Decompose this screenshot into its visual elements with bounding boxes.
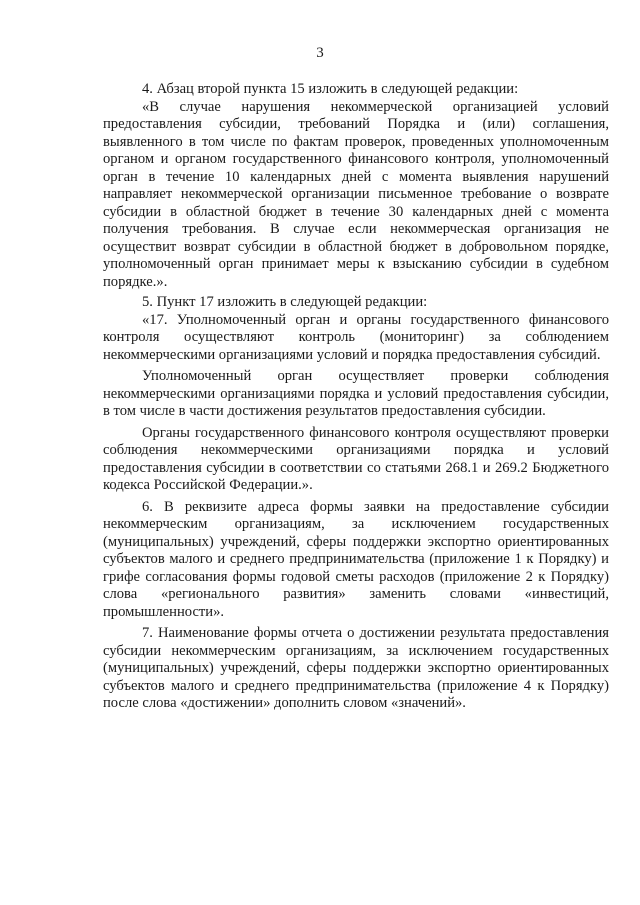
paragraph-item-7: 7. Наименование формы отчета о достижении результата предоставления субсидии некоммерческим организациям, за исключением государственных (муниципальных) учреждений, сферы поддержки экспортно ориентированных субъектов малого и среднего предпринимательства (приложение 4 к Порядку) после слова «достижении» дополнить словом «значений». [103,625,609,711]
paragraph-item-6: 6. В реквизите адреса формы заявки на предоставление субсидии некоммерческим организациям, за исключением государственных (муниципальных) учреждений, сферы поддержки экспортно ориентированных субъектов малого и среднего предпринимательства (приложение 1 к Порядку) и грифе согласования формы годовой сметы расходов (приложение 2 к Порядку) слова «регионального развития» заменить словами «инвестиций, промышленности». [103,498,609,620]
paragraph-item-4-text: «В случае нарушения некоммерческой организацией условий предоставления субсидии, требований Порядка и (или) соглашения, выявленного в том числе по фактам проверок, проведенных уполномоченным органом и органом государственного финансового контроля, уполномоченный орган в течение 10 календарных дней с момента выявления нарушений направляет некоммерческой организации письменное требование о возврате субсидии в областной бюджет в течение 30 календарных дней с момента получения требования. В случае если некоммерческая организация не осуществит возврат субсидии в областной бюджет в добровольном порядке, уполномоченный орган принимает меры к взысканию субсидии в судебном порядке.». [103,98,609,290]
paragraph-item-4-heading: 4. Абзац второй пункта 15 изложить в следующей редакции: [142,81,519,97]
document-body [103,81,609,713]
paragraph-item-5-heading: 5. Пункт 17 изложить в следующей редакции: [142,294,428,310]
paragraph-item-17-control: «17. Уполномоченный орган и органы государственного финансового контроля осуществляют контроль (мониторинг) за соблюдением некоммерческими организациями условий и порядка предоставления субсидий. [103,311,609,363]
paragraph-financial-control-checks: Органы государственного финансового контроля осуществляют проверки соблюдения некоммерческими организациями порядка и условий предоставления субсидии в соответствии со статьями 268.1 и 269.2 Бюджетного кодекса Российской Федерации.». [103,424,609,493]
page-number: 3 [316,45,324,61]
paragraph-authorized-body-checks: Уполномоченный орган осуществляет проверки соблюдения некоммерческими организациями порядка и условий предоставления субсидии, в том числе в части достижения результатов предоставления субсидии. [103,368,609,419]
